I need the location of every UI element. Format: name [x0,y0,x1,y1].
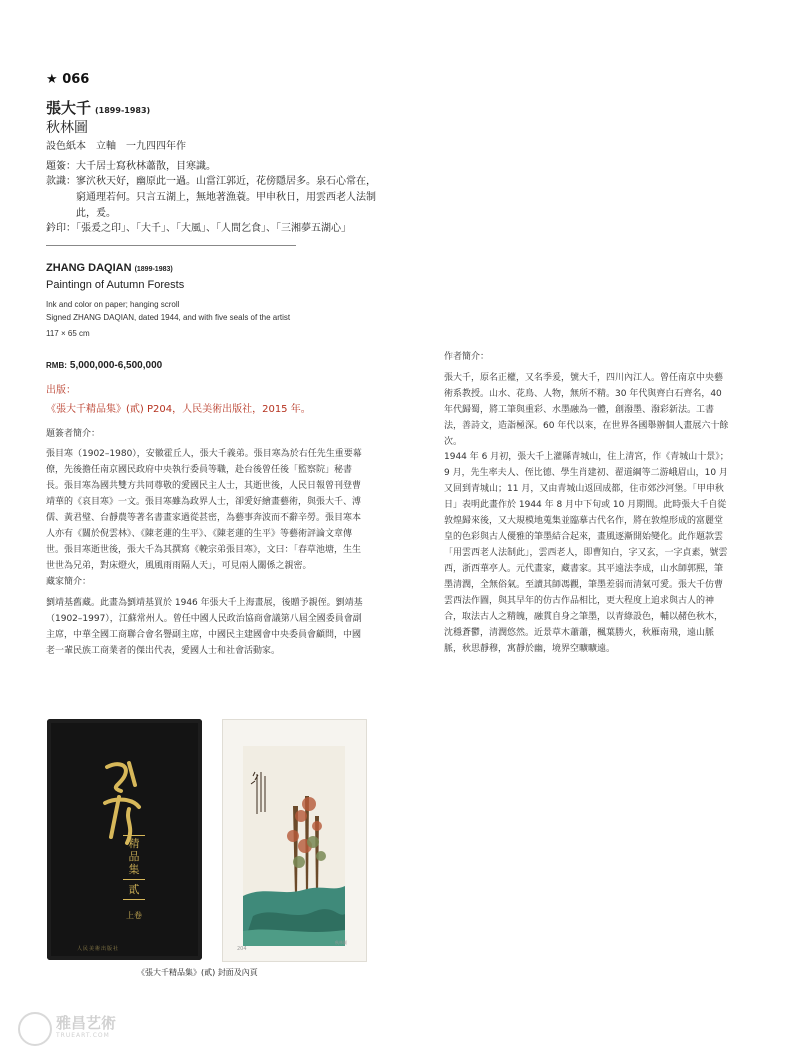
inner-page-image [222,719,367,962]
watermark-url: TRUEART.COM [56,1032,110,1039]
cover-publisher: 人民美術出版社 [77,946,120,952]
about-author-body-2: 1944 年 6 月初，張大千上灌縣青城山，住上清宮，作《青城山十景》；9 月，先生率夫人、侄比德、學生肖建初、翟道綱等二游峨眉山，10 月又回到青城山；11 月，又由青城山返回成都，住市郊沙河堡。「甲申秋日」表明此畫作於 1944 年 8 月中下旬或 10 月期間。此時張大千自從敦煌歸來後，又大規模地蒐集並臨摹古代名作，將在敦煌形成的富麗堂皇的色彩與古人優雅的筆墨結合起來，畫風逐漸開始變化。此作題款雲「用雲西老人法制此」，雲西老人，即曹知白，字又玄，一字貞素，號雲西，浙西華亭人。元代畫家，藏書家。其平遠法李成，山水師郭熙，筆墨清潤，全無俗氣。至讀其師馮觀，筆墨差弱而清氣可愛。張大千仿曹雲西法作圖，與其早年的仿古作品相比，更大程度上追求與古人的神合，取法古人之精魄，融貫自身之筆墨，以青綠設色，輔以赭色秋木，沈穩蒼鬱，清潤悠然。近景草木蕭蕭，楓葉勝火，秋雁南飛，遠山脈脈，秋思靜穆，寓靜於幽，境界空曠曠遠。 [444,452,729,654]
colophon-label: 款識： [46,176,76,187]
estimate-range: 5,000,000-6,500,000 [69,360,163,371]
landscape-painting [243,746,345,946]
artwork-title-cn: 秋林圖 [46,120,88,136]
cover-rule-mid [123,879,145,880]
artist-name-en: ZHANG DAQIAN (1899-1983) [46,262,173,274]
seals-cn: 鈐印：「張爰之印」、「大千」、「大風」、「人間乞食」、「三湘夢五湖心」 [46,223,351,234]
calligraphy-mark [99,757,145,847]
medium-cn: 設色紙本 立軸 一九四四年作 [46,141,186,152]
collector-heading: 藏家簡介： [46,577,92,587]
publication-text: 《張大千精品集》(貳) P204，人民美術出版社，2015 年。 [46,404,311,415]
publication-heading: 出版： [46,385,76,396]
cover-volume: 貳 [128,883,140,896]
medium-en: Ink and color on paper; hanging scroll [46,300,180,309]
cover-rule-bottom [123,899,145,900]
lot-number-value: 066 [62,72,90,87]
inner-page-caption: 秋林圖 [335,940,347,945]
dimensions: 117 × 65 cm [46,329,90,338]
colophon-cn [46,174,376,222]
watermark-name: 雅昌艺術 [56,1014,117,1032]
colophon-text: 寥泬秋天好，幽原此一過。山當江郭近，花傍隱居多。泉石心常在，窮通理若何。只言五湖上，無地著漁蓑。甲申秋日，用雲西老人法制此，爰。 [76,176,376,219]
watermark [18,1010,158,1046]
artist-dates-en: (1899-1983) [134,266,173,273]
cover-rule-top [123,835,145,836]
estimate [46,360,162,371]
divider [46,245,296,246]
image-caption: 《張大千精品集》(貳) 封面及內頁 [137,968,258,977]
inscriber-heading: 題簽者簡介： [46,429,101,439]
cover-subtitle: 上卷 [126,911,142,920]
inner-page-folio: 204 [237,946,247,952]
book-cover-image [47,719,202,960]
estimate-currency: RMB: [46,361,67,370]
collector-body: 劉靖基舊藏。此畫為劉靖基買於 1946 年張大千上海畫展，後贈予親侄。劉靖基（1902–1997），江蘇常州人。曾任中國人民政治協商會議第八屆全國委員會副主席，中華全國工商聯合會名譽副主席，中國民主建國會中央委員會顧問，中國老一輩民族工商業者的傑出代表，愛國人士和社會活動家。 [46,598,363,656]
cover-title: 精品集 [128,837,140,876]
signature-en: Signed ZHANG DAQIAN, dated 1944, and with five seals of the artist [46,313,291,322]
star-icon: ★ [46,72,58,87]
lot-number [46,72,89,87]
artist-dates-cn: (1899-1983) [95,106,151,115]
artist-name-cn: 張大千 (1899-1983) [46,99,151,117]
inscriber-body: 張目寒（1902–1980），安徽霍丘人，張大千義弟。張目寒為於右任先生重要幕僚，先後擔任南京國民政府中央執行委員等職，赴台後曾任後「監察院」秘書長。張目寒為國共雙方共同尊敬的愛國民主人士，其逝世後，人民日報曾刊登曹靖華的《哀目寒》一文。張目寒雖為政界人士，卻愛好繪畫藝術，與張大千、溥儒、黃君璧、台靜農等著名書畫家過從甚密，為藝事奔波而不辭辛勞。張目寒本人亦有《關於倪雲林》、《陳老蓮的生平》、《陳老蓮的生平》等藝術評論文章傳世。張目寒逝世後，張大千為其撰寫《輓宗弟張目寒》，文曰：「春草池塘，生生世世為兄弟，對床燈火，風風雨雨隔人天」，可見兩人關係之親密。 [46,449,362,571]
watermark-logo-icon [18,1012,52,1046]
about-author-body-1: 張大千，原名正權，又名季爰，號大千，四川內江人。曾任南京中央藝術系教授。山水、花鳥、人物，無所不精。30 年代與齊白石齊名，40 年代歸蜀，將工筆與重彩、水墨融為一體，創潑墨、潑彩新法。工書法，善詩文，造詣極深。60 年代以來，在世界各國舉辦個人畫展六十餘次。 [444,373,729,447]
inscription-cn: 題簽：大千居士寫秋林蕭散，目寒識。 [46,161,216,172]
about-author-heading: 作者簡介： [444,352,490,362]
artwork-title-en: Paintingn of Autumn Forests [46,279,185,291]
